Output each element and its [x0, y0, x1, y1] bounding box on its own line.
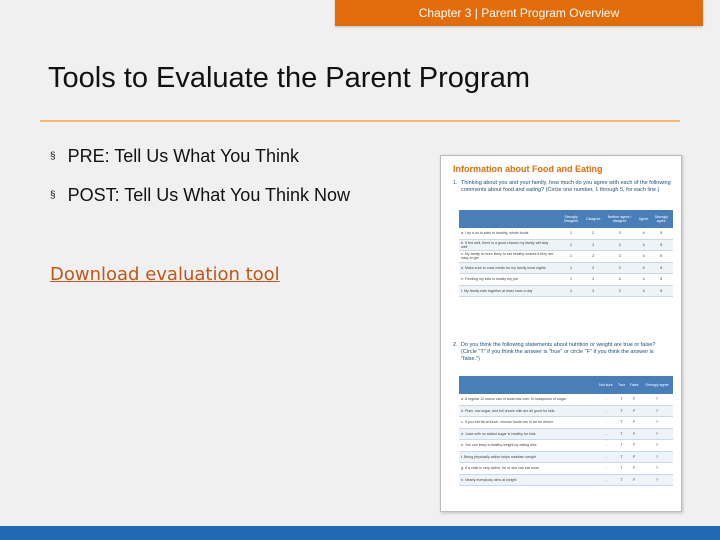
- answer-option: 4: [638, 251, 650, 263]
- answer-option: T: [616, 474, 628, 486]
- answer-option: 4: [638, 239, 650, 251]
- answer-option: ?: [641, 417, 673, 429]
- row-label: d. Juice with no added sugar is healthy for kids: [459, 428, 596, 440]
- answer-option: ?: [641, 474, 673, 486]
- answer-option: 3: [602, 228, 638, 239]
- bullet-text: PRE: Tell Us What You Think: [67, 146, 300, 166]
- answer-option: -: [596, 440, 616, 452]
- answer-option: 3: [602, 239, 638, 251]
- answer-option: ?: [641, 405, 673, 417]
- bullet-text: POST: Tell Us What You Think Now: [67, 185, 351, 205]
- answer-option: 5: [649, 251, 673, 263]
- chapter-header-bar: [335, 0, 703, 26]
- bullet-item-post: [50, 185, 350, 206]
- table-header-cell: True: [616, 376, 628, 394]
- bullet-list: [50, 146, 350, 224]
- table-row: [459, 394, 673, 405]
- answer-option: ?: [641, 440, 673, 452]
- answer-option: T: [616, 417, 628, 429]
- row-label: e. Feeding my kids is mostly my job: [459, 274, 557, 286]
- table-header-cell: Strongly agree: [641, 376, 673, 394]
- table-row: [459, 274, 673, 286]
- answer-option: 1: [557, 262, 585, 274]
- answer-option: 1: [557, 285, 585, 297]
- answer-option: -: [596, 474, 616, 486]
- table-header-cell: [459, 376, 596, 394]
- bullet-item-pre: [50, 146, 350, 167]
- table-header-cell: [459, 210, 557, 228]
- answer-option: F: [627, 394, 641, 405]
- answer-option: ?: [641, 451, 673, 463]
- bullet-icon: §: [50, 190, 56, 201]
- answer-option: F: [627, 428, 641, 440]
- table-row: [459, 239, 673, 251]
- chapter-label: Chapter 3 | Parent Program Overview: [418, 6, 620, 20]
- answer-option: 5: [649, 262, 673, 274]
- answer-option: 2: [585, 228, 601, 239]
- answer-option: 3: [602, 285, 638, 297]
- answer-option: 2: [585, 251, 601, 263]
- answer-option: -: [596, 405, 616, 417]
- row-label: g. If a child is very active, he or she can eat more: [459, 463, 596, 475]
- row-label: c. My family is more likely to eat healthy snacks if they are easy to get: [459, 251, 557, 263]
- answer-option: T: [616, 394, 628, 405]
- answer-option: -: [596, 394, 616, 405]
- answer-option: -: [596, 463, 616, 475]
- table-row: [459, 474, 673, 486]
- answer-option: T: [616, 463, 628, 475]
- question-1-table: [459, 210, 673, 297]
- answer-option: 2: [585, 239, 601, 251]
- answer-option: 5: [649, 239, 673, 251]
- row-label: a. I try a lot to stick to healthy, whole foods: [459, 228, 557, 239]
- answer-option: 3: [602, 262, 638, 274]
- row-label: b. Plain, low sugar, and full cream milk are all good for kids: [459, 405, 596, 417]
- answer-option: T: [616, 428, 628, 440]
- answer-option: 1: [557, 239, 585, 251]
- table-header-cell: Strongly Disagree: [557, 210, 585, 228]
- answer-option: T: [616, 451, 628, 463]
- answer-option: F: [627, 474, 641, 486]
- answer-option: F: [627, 440, 641, 452]
- answer-option: T: [616, 405, 628, 417]
- table-row: [459, 440, 673, 452]
- answer-option: ?: [641, 394, 673, 405]
- table-row: [459, 451, 673, 463]
- title-divider: [40, 120, 680, 122]
- answer-option: -: [596, 451, 616, 463]
- table-row: [459, 251, 673, 263]
- answer-option: 4: [638, 274, 650, 286]
- question-number: 2.: [453, 342, 458, 348]
- answer-option: 5: [649, 285, 673, 297]
- document-title: Information about Food and Eating: [453, 164, 603, 174]
- evaluation-document-thumbnail: [440, 155, 682, 512]
- table-row: [459, 228, 673, 239]
- answer-option: 4: [638, 262, 650, 274]
- answer-option: 5: [649, 274, 673, 286]
- table-row: [459, 417, 673, 429]
- slide-title: Tools to Evaluate the Parent Program: [48, 62, 530, 94]
- answer-option: 1: [557, 274, 585, 286]
- table-header-cell: Neither agree / disagree: [602, 210, 638, 228]
- question-text: Do you think the following statements about nutrition or weight are true or false? (Circle "T" if you think the answer is "true" or circle "F" if you think the answer is "false."): [461, 342, 656, 362]
- question-2-table: [459, 376, 673, 486]
- row-label: c. If you eat fat at lunch, choose foods low in fat for dinner: [459, 417, 596, 429]
- table-row: [459, 262, 673, 274]
- answer-option: F: [627, 451, 641, 463]
- bullet-icon: §: [50, 151, 56, 162]
- row-label: a. A regular 12 ounce can of soda has over 10 teaspoons of sugar: [459, 394, 596, 405]
- table-row: [459, 405, 673, 417]
- footer-bar: [0, 526, 720, 540]
- answer-option: 1: [557, 251, 585, 263]
- download-evaluation-link[interactable]: Download evaluation tool: [50, 264, 280, 285]
- table-header-cell: Not sure: [596, 376, 616, 394]
- answer-option: 5: [649, 228, 673, 239]
- row-label: d. Make sure to cook meals for my family most nights: [459, 262, 557, 274]
- answer-option: 2: [585, 262, 601, 274]
- answer-option: ?: [641, 428, 673, 440]
- row-label: f. Being physically active helps maintain weight: [459, 451, 596, 463]
- answer-option: F: [627, 417, 641, 429]
- table-header-cell: Disagree: [585, 210, 601, 228]
- answer-option: -: [596, 428, 616, 440]
- table-header-cell: Strongly agree: [649, 210, 673, 228]
- row-label: h. Nearly everybody wins at weight: [459, 474, 596, 486]
- answer-option: 2: [585, 285, 601, 297]
- answer-option: 4: [638, 285, 650, 297]
- table-header-cell: Agree: [638, 210, 650, 228]
- row-label: e. You can keep a healthy weight by eating less: [459, 440, 596, 452]
- row-label: f. My family eats together at least once a day: [459, 285, 557, 297]
- answer-option: 3: [602, 251, 638, 263]
- answer-option: F: [627, 405, 641, 417]
- row-label: b. If fed well, there is a good chance my family will stay well: [459, 239, 557, 251]
- table-header-cell: False: [627, 376, 641, 394]
- question-number: 1.: [453, 180, 458, 186]
- answer-option: 3: [602, 274, 638, 286]
- answer-option: 4: [638, 228, 650, 239]
- answer-option: 1: [557, 228, 585, 239]
- question-text: Thinking about you and your family, how much do you agree with each of the following comments about food and eating? (Circle one number, 1 through 5, for each line.): [461, 180, 671, 193]
- answer-option: T: [616, 440, 628, 452]
- table-row: [459, 428, 673, 440]
- table-row: [459, 285, 673, 297]
- answer-option: -: [596, 417, 616, 429]
- answer-option: ?: [641, 463, 673, 475]
- answer-option: F: [627, 463, 641, 475]
- table-row: [459, 463, 673, 475]
- answer-option: 2: [585, 274, 601, 286]
